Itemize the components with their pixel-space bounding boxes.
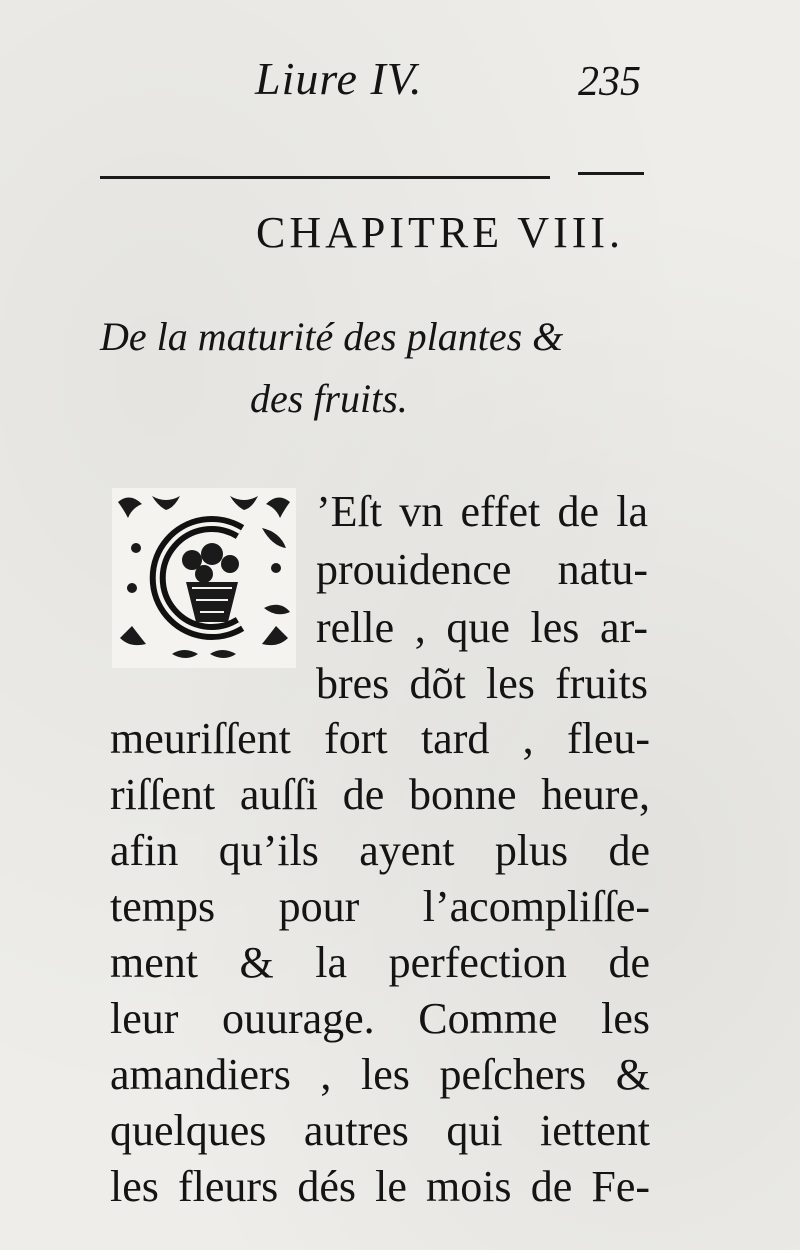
body-line: bres dõt les fruits [316, 659, 648, 708]
body-line: prouidence natu- [316, 545, 648, 594]
subtitle-line-2: des fruits. [250, 376, 408, 421]
body-line: ment & la perfection de [110, 938, 650, 987]
subtitle-line-1: De la maturité des plantes & [100, 314, 564, 359]
header-rule-short [578, 172, 644, 175]
running-head: Liure IV. [255, 53, 423, 104]
ornamental-initial-icon [112, 488, 296, 668]
chapter-subtitle [100, 306, 660, 430]
header-rule [100, 176, 550, 179]
body-line: amandiers , les peſchers & [110, 1050, 650, 1099]
body-line: afin qu’ils ayent plus de [110, 826, 650, 875]
body-line: temps pour l’acompliſſe- [110, 882, 650, 931]
body-line: meuriſſent fort tard , fleu- [110, 714, 650, 763]
body-line: relle , que les ar- [316, 603, 648, 652]
body-line: quelques autres qui iettent [110, 1106, 650, 1155]
body-line: riſſent auſſi de bonne heure, [110, 770, 650, 819]
chapter-heading [0, 207, 800, 258]
body-line: leur ouurage. Comme les [110, 994, 650, 1043]
body-line: ’Eſt vn effet de la [316, 487, 648, 536]
page-number: 235 [578, 59, 641, 105]
body-line: les fleurs dés le mois de Fe- [110, 1162, 650, 1211]
chapter-heading-text: CHAPITRE VIII. [255, 208, 625, 257]
